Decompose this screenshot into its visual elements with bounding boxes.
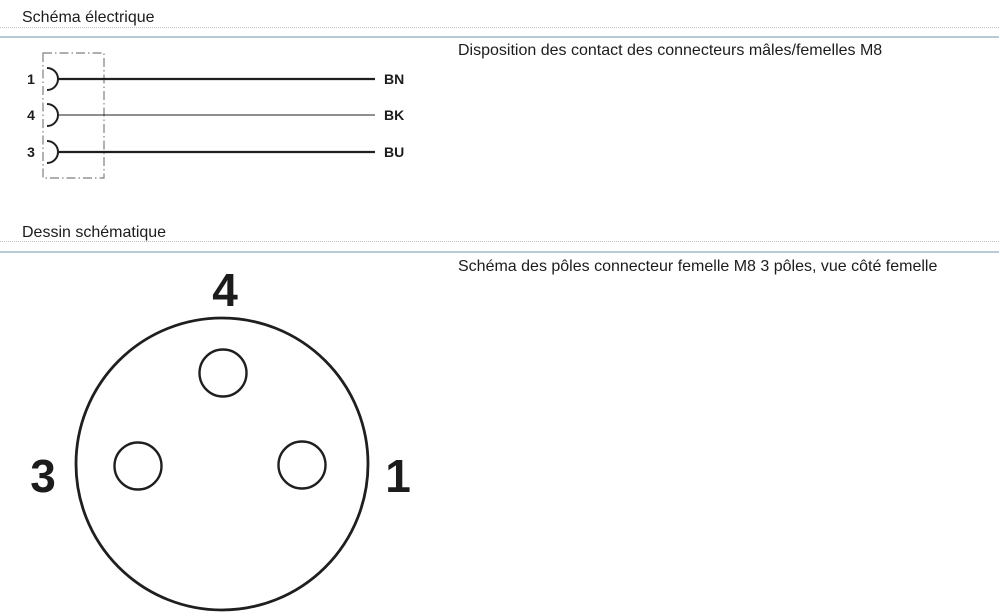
female-contact-symbol [47, 104, 58, 126]
female-contact-symbol [47, 141, 58, 163]
heading-rule-schematic [0, 241, 999, 242]
wiring-pin-row [27, 104, 404, 126]
caption-electrical: Disposition des contact des connecteurs mâles/femelles M8 [458, 42, 883, 59]
wire-color-label: BK [384, 107, 405, 123]
wire-color-label: BN [384, 71, 405, 87]
heading-rule-electrical [0, 27, 999, 28]
pin-socket-left [115, 443, 162, 490]
pin-number-label: 4 [27, 107, 35, 123]
pin-socket-right [279, 442, 326, 489]
pin-number-label: 3 [27, 144, 35, 160]
connector-face-circle [76, 318, 368, 610]
section-divider-schematic [0, 251, 999, 253]
connector-pinout-diagram [0, 258, 445, 615]
pinout-label-left: 3 [30, 450, 56, 502]
female-contact-symbol [47, 68, 58, 90]
wiring-pin-row [27, 68, 404, 90]
wire-color-label: BU [384, 144, 405, 160]
pin-socket-top [200, 350, 247, 397]
section-heading-electrical: Schéma électrique [22, 9, 155, 26]
pinout-label-right: 1 [385, 450, 411, 502]
pinout-label-top: 4 [212, 264, 238, 316]
pin-number-label: 1 [27, 71, 35, 87]
section-heading-schematic: Dessin schématique [22, 224, 167, 241]
wiring-pin-row [27, 141, 404, 163]
electrical-schematic-diagram [0, 45, 445, 195]
caption-schematic: Schéma des pôles connecteur femelle M8 3 pôles, vue côté femelle [458, 258, 938, 275]
